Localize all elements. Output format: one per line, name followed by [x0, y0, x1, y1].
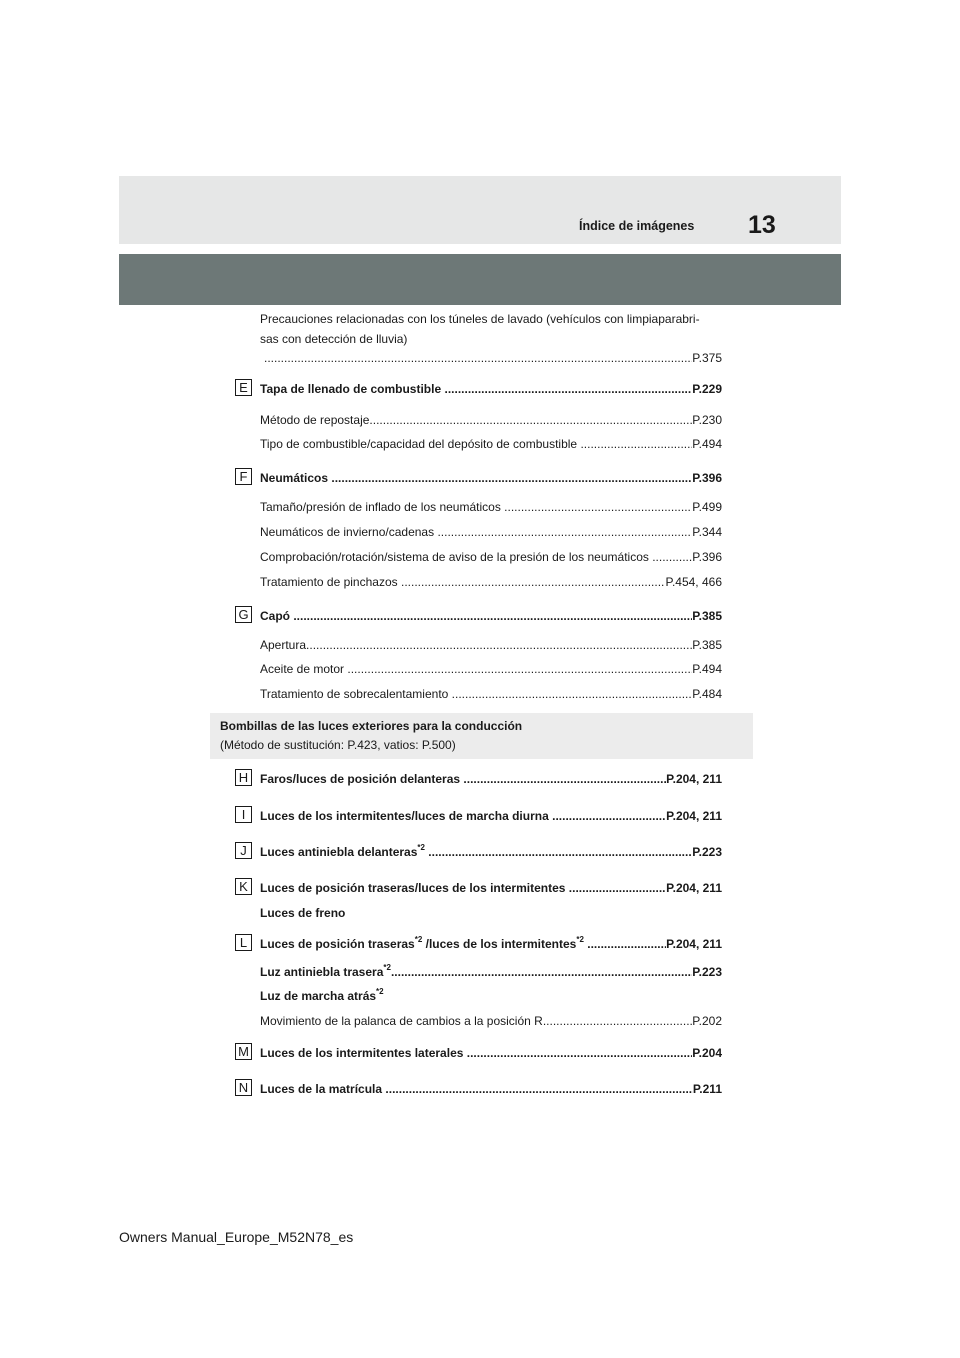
- callout-label-h: H: [235, 769, 252, 786]
- entry-reverse-light[interactable]: Luz de marcha atrás$^{*2}$: [260, 987, 384, 1003]
- callout-label-m: M: [235, 1043, 252, 1060]
- entry-rear-position-2[interactable]: Luces de posición traseras$^{*2}$ /luces de los intermitentes$^{*2}$ ..... P.204, 211: [260, 936, 722, 952]
- entry-engine-oil[interactable]: Aceite de motor ..... P.494: [260, 661, 722, 677]
- callout-label-e: E: [235, 379, 252, 396]
- callout-label-i: I: [235, 806, 252, 823]
- entry-tires[interactable]: Neumáticos ..... P.396: [260, 470, 722, 486]
- entry-rear-fog[interactable]: Luz antiniebla trasera$^{*2}$ ..... P.223: [260, 964, 722, 980]
- intro-reference[interactable]: ..... P.375: [260, 350, 722, 366]
- entry-winter-tires[interactable]: Neumáticos de invierno/cadenas ..... P.344: [260, 524, 722, 540]
- entry-fuel-door[interactable]: Tapa de llenado de combustible ..... P.229: [260, 381, 722, 397]
- entry-hood[interactable]: Capó ..... P.385: [260, 608, 722, 624]
- page-number: 13: [748, 211, 776, 239]
- bulbs-info-box: [210, 713, 753, 759]
- footer-manual-id: Owners Manual_Europe_M52N78_es: [119, 1229, 354, 1245]
- callout-label-j: J: [235, 842, 252, 859]
- section-title: Índice de imágenes: [579, 219, 695, 233]
- entry-tire-check[interactable]: Comprobación/rotación/sistema de aviso de la presión de los neumáticos ..... P.396: [260, 549, 722, 565]
- entry-brake-lights[interactable]: Luces de freno: [260, 906, 346, 920]
- intro-line-1: Precauciones relacionadas con los túneles de lavado (vehículos con limpiaparabri-: [260, 312, 700, 326]
- entry-overheating[interactable]: Tratamiento de sobrecalentamiento ..... P.484: [260, 686, 722, 702]
- entry-license-plate[interactable]: Luces de la matrícula ..... P.211: [260, 1081, 722, 1097]
- entry-shift-to-r[interactable]: Movimiento de la palanca de cambios a la posición R ..... P.202: [260, 1013, 722, 1029]
- entry-headlights[interactable]: Faros/luces de posición delanteras ..... P.204, 211: [260, 771, 722, 787]
- intro-line-2: sas con detección de lluvia): [260, 332, 408, 346]
- entry-tire-pressure[interactable]: Tamaño/presión de inflado de los neumáticos ..... P.499: [260, 499, 722, 515]
- entry-fuel-type[interactable]: Tipo de combustible/capacidad del depósito de combustible ..... P.494: [260, 436, 722, 452]
- callout-label-g: G: [235, 606, 252, 623]
- bulbs-box-subtitle: (Método de sustitución: P.423, vatios: P.500): [220, 738, 456, 752]
- entry-rear-position-turn[interactable]: Luces de posición traseras/luces de los intermitentes ..... P.204, 211: [260, 880, 722, 896]
- entry-flat-tire[interactable]: Tratamiento de pinchazos ..... P.454, 466: [260, 574, 722, 590]
- entry-turn-daytime[interactable]: Luces de los intermitentes/luces de marcha diurna ..... P.204, 211: [260, 808, 722, 824]
- entry-opening[interactable]: Apertura ..... P.385: [260, 637, 722, 653]
- header-dark-band: [119, 254, 841, 305]
- entry-refueling[interactable]: Método de repostaje ..... P.230: [260, 412, 722, 428]
- callout-label-l: L: [235, 934, 252, 951]
- bulbs-box-title: Bombillas de las luces exteriores para la conducción: [220, 719, 523, 733]
- entry-side-turn[interactable]: Luces de los intermitentes laterales ..... P.204: [260, 1045, 722, 1061]
- callout-label-k: K: [235, 878, 252, 895]
- header-band: [119, 176, 841, 244]
- callout-label-f: F: [235, 468, 252, 485]
- callout-label-n: N: [235, 1079, 252, 1096]
- entry-front-fog[interactable]: Luces antiniebla delanteras$^{*2}$ ..... P.223: [260, 844, 722, 860]
